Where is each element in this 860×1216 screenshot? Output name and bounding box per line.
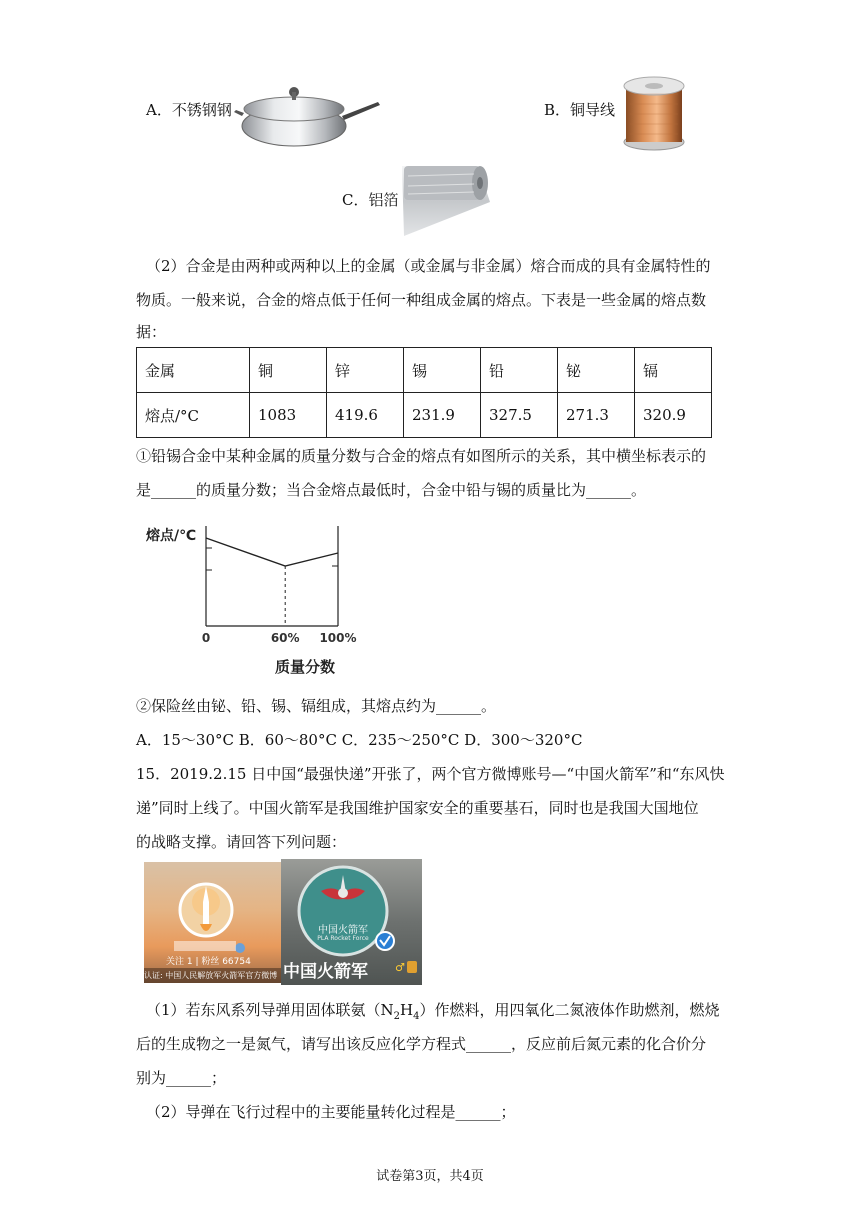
y-axis-label: 熔点/℃ — [146, 528, 197, 544]
table-cell: 320.9 — [635, 393, 712, 438]
copper-wire-spool-icon — [620, 74, 688, 152]
vip-badge-icon — [407, 961, 417, 973]
pic2-badge-subtext: PLA Rocket Force — [317, 935, 369, 942]
x-axis-label: 质量分数 — [274, 658, 336, 676]
table-header-cell: 铜 — [250, 348, 327, 393]
table-row — [137, 348, 712, 393]
wok-icon — [232, 82, 382, 148]
table-cell: 271.3 — [558, 393, 635, 438]
page-footer: 试卷第3页，共4页 — [376, 1169, 484, 1184]
aluminum-foil-roll-icon — [398, 162, 494, 236]
option-b-label: B．铜导线 — [544, 101, 616, 119]
sub2-choices: A．15～30°C B．60～80°C C．235～250°C D．300～320°C — [136, 731, 583, 749]
q15-1-h: H — [400, 1001, 414, 1019]
q15-line-3: 的战略支撑。请回答下列问题： — [136, 833, 347, 851]
table-row — [137, 393, 712, 438]
pic1-stats: 关注 1 | 粉丝 66754 — [166, 957, 251, 967]
q15-1-text-a: （1）若东风系列导弹用固体联氨（N — [146, 1001, 394, 1019]
q15-1-line-3: 别为______； — [136, 1069, 227, 1087]
q15-line-1: 15．2019.2.15 日中国“最强快递”开张了，两个官方微博账号—“中国火箭军”和“东风快 — [136, 765, 725, 783]
subscript-4: 4 — [413, 1011, 420, 1022]
x-tick-label: 0 — [201, 631, 211, 645]
sub1-line-2: 是______的质量分数；当合金熔点最低时，合金中铅与锡的质量比为______。 — [136, 481, 647, 499]
table-cell: 419.6 — [327, 393, 404, 438]
x-tick-label: 60% — [270, 631, 300, 645]
sub2-line: ②保险丝由铋、铅、锡、镉组成，其熔点约为______。 — [136, 697, 497, 715]
table-cell: 231.9 — [404, 393, 481, 438]
sub1-line-1: ①铅锡合金中某种金属的质量分数与合金的熔点有如图所示的关系，其中横坐标表示的 — [136, 447, 707, 465]
q2-line-1: （2）合金是由两种或两种以上的金属（或金属与非金属）熔合而成的具有金属特性的 — [146, 257, 711, 275]
q15-1-text-b: ）作燃料，用四氧化二氮液体作助燃剂，燃烧 — [419, 1001, 720, 1019]
table-header-cell: 铅 — [481, 348, 558, 393]
table-header-cell: 镉 — [635, 348, 712, 393]
table-cell: 327.5 — [481, 393, 558, 438]
gender-icon: ♂ — [395, 961, 405, 974]
table-cell: 1083 — [250, 393, 327, 438]
table-header-cell: 金属 — [137, 348, 250, 393]
q2-line-2: 物质。一般来说，合金的熔点低于任何一种组成金属的熔点。下表是一些金属的熔点数 — [136, 291, 707, 309]
q15-1-line-2: 后的生成物之一是氮气，请写出该反应化学方程式______，反应前后氮元素的化合价分 — [136, 1035, 707, 1053]
table-cell: 熔点/°C — [137, 393, 250, 438]
table-header-cell: 锌 — [327, 348, 404, 393]
dongfeng-weibo-picture — [144, 862, 281, 983]
q15-line-2: 递”同时上线了。中国火箭军是我国维护国家安全的重要基石，同时也是我国大国地位 — [136, 799, 699, 817]
series-line — [206, 538, 338, 566]
table-header-cell: 锡 — [404, 348, 481, 393]
melting-point-chart — [140, 516, 380, 686]
pic1-verify: 认证: 中国人民解放军火箭军官方微博 — [144, 968, 281, 983]
pic2-caption: 中国火箭军 — [283, 962, 368, 982]
pic2-badge-text: 中国火箭军 — [318, 925, 368, 936]
table-header-cell: 铋 — [558, 348, 635, 393]
option-c-label: C．铝箔 — [342, 191, 399, 209]
x-tick-label: 100% — [319, 631, 357, 645]
q2-line-3: 据： — [136, 323, 167, 341]
melting-point-table — [136, 347, 712, 438]
rocket-force-weibo-picture — [281, 859, 422, 985]
option-a-label: A．不锈钢钢 — [146, 101, 232, 119]
subscript-2: 2 — [393, 1011, 401, 1022]
q15-2-line: （2）导弹在飞行过程中的主要能量转化过程是______； — [146, 1103, 516, 1121]
q15-1-line-1 — [146, 1000, 720, 1027]
